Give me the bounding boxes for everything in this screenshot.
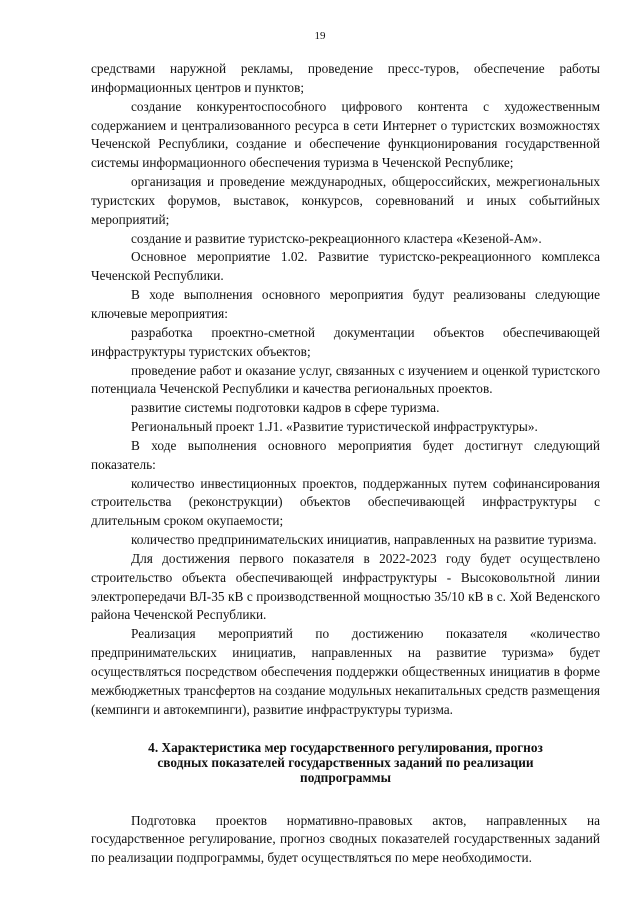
paragraph: В ходе выполнения основного мероприятия будет достигнут следующий показатель: — [91, 437, 600, 472]
paragraph: создание и развитие туристско-рекреационного кластера «Кезеной-Ам». — [131, 230, 542, 246]
paragraph: количество инвестиционных проектов, поддержанных путем софинансирования строительства (реконструкции) объектов обеспечивающей инфраструктуры с длительным сроком окупаемости; — [91, 475, 600, 529]
paragraph: Для достижения первого показателя в 2022-2023 году будет осуществлено строительство объекта обеспечивающей инфраструктуры - Высоковольтной линии электропередачи ВЛ-35 кВ с производственной мощностью 35/10 кВ в с. Хой Веденского района Чеченской Республики. — [91, 550, 600, 623]
document-body — [91, 60, 600, 868]
paragraph: Основное мероприятие 1.02. Развитие туристско-рекреационного комплекса Чеченской Республики. — [91, 249, 600, 284]
page-number: 19 — [314, 30, 326, 42]
paragraph: В ходе выполнения основного мероприятия будут реализованы следующие ключевые мероприятия: — [91, 287, 600, 321]
paragraph: развитие системы подготовки кадров в сфере туризма. — [131, 400, 440, 416]
paragraph: проведение работ и оказание услуг, связанных с изучением и оценкой туристского потенциала Чеченской Республики и качества региональных проектов. — [91, 362, 600, 397]
paragraph: средствами наружной рекламы, проведение пресс-туров, обеспечение работы информационных центров и пунктов; — [91, 61, 600, 95]
paragraph: количество предпринимательских инициатив, направленных на развитие туризма. — [131, 532, 597, 548]
section-heading-line: подпрограммы — [300, 769, 391, 785]
section-heading-line: сводных показателей государственных заданий по реализации — [157, 754, 534, 770]
section-heading-line: 4. Характеристика мер государственного регулирования, прогноз — [148, 739, 543, 755]
paragraph: Реализация мероприятий по достижению показателя «количество предпринимательских инициатив, направленных на развитие туризма» будет осуществляться посредством обеспечения поддержки общественных инициатив в форме межбюджетных трансфертов на создание модульных некапитальных средств размещения (кемпинги и автокемпинги), развитие инфраструктуры туризма. — [91, 626, 600, 717]
paragraph: разработка проектно-сметной документации объектов обеспечивающей инфраструктуры туристских объектов; — [91, 324, 600, 359]
paragraph: организация и проведение международных, общероссийских, межрегиональных туристских форумов, выставок, конкурсов, соревнований и иных событийных мероприятий; — [91, 174, 600, 227]
paragraph: Региональный проект 1.J1. «Развитие туристической инфраструктуры». — [131, 419, 538, 435]
final-paragraph: Подготовка проектов нормативно-правовых актов, направленных на государственное регулирование, прогноз сводных показателей государственных заданий по реализации подпрограммы, будет осуществляться по мере необходимости. — [91, 812, 600, 866]
paragraph: создание конкурентоспособного цифрового контента с художественным содержанием и централизованного ресурса в сети Интернет о туристских возможностях Чеченской Республики, создание и обеспечение функционирования государственной системы информационного обеспечения туризма в Чеченской Республике; — [91, 98, 600, 171]
section-heading — [91, 740, 600, 785]
